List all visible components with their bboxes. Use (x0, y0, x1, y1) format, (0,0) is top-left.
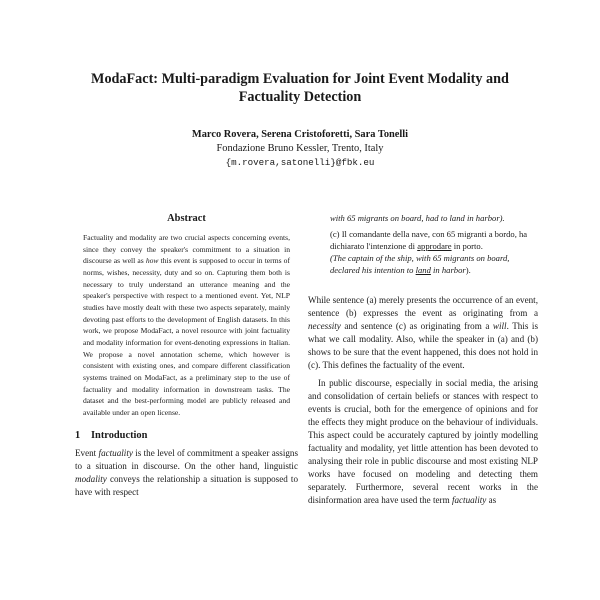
left-column (75, 212, 298, 499)
right-p2-text-1: In public discourse, especially in social media, the arising and consolidation of certain beliefs or stances with respect to events is crucial, both for the emergence of opinions and for the effects they might produce on the behaviour of individuals. This aspect could be accurately captured by jointly modelling factuality and modality, yet little attention has been devoted to analysing their role in public discourse and most existing NLP works have focused on modeling and detecting them separately. Furthermore, several recent works in the disinformation area have used the term (308, 377, 538, 506)
intro-text-1: Event (75, 447, 99, 458)
right-paragraph-2 (308, 377, 538, 508)
intro-text-2: is the level of commitment a speaker assigns to a situation in discourse. On the other hand, linguistic (75, 447, 298, 471)
intro-emphasis-modality: modality (75, 473, 107, 484)
intro-paragraph (75, 447, 298, 499)
gloss-close-paren: ). (465, 265, 471, 275)
example-c-label: (c) (330, 229, 340, 239)
section-number: 1 (75, 429, 81, 441)
right-p1-text-2: and sentence (c) as originating from a (340, 321, 493, 332)
author-email: {m.rovera,satonelli}@fbk.eu (225, 157, 375, 168)
abstract-text-1: Factuality and modality are two crucial aspects concerning events, since they convey the speaker's commitment to a situation in discourse as well as (83, 233, 290, 266)
example-c (330, 228, 538, 276)
example-b-continuation: with 65 migrants on board, had to land in harbor). (330, 213, 505, 223)
example-c-sentence (330, 228, 538, 252)
right-p1-text-3: . This is what we call modality. Also, while the speaker in (a) and (b) shows to be sure that the event happened, this does not hold in (c). This defines the factuality of the event. (308, 321, 538, 371)
emphasis-necessity: necessity (308, 321, 341, 332)
gloss-event-word: land (415, 265, 431, 275)
paper-title: ModaFact: Multi-paradigm Evaluation for Joint Event Modality and Factuality Detection (91, 71, 509, 105)
author-names: Marco Rovera, Serena Cristoforetti, Sara Tonelli (191, 129, 409, 140)
section-heading-introduction (75, 429, 298, 443)
intro-emphasis-factuality: factuality (98, 447, 133, 458)
gloss-text-2: in harbor (430, 265, 466, 275)
emphasis-factuality: factuality (451, 495, 487, 506)
example-c-event-word: approdare (417, 241, 452, 251)
example-c-gloss (330, 252, 538, 276)
right-p2-text-2: as (486, 495, 497, 506)
section-title: Introduction (91, 429, 148, 441)
intro-text-3: conveys the relationship a situation is supposed to have with respect (75, 473, 298, 497)
example-c-text-2: in porto. (451, 241, 483, 251)
gloss-open-paren: ( (330, 253, 333, 263)
emphasis-will: will (492, 321, 507, 332)
author-block (60, 128, 540, 170)
abstract-text (83, 232, 290, 419)
example-c-text-1: Il comandante della nave, con 65 migranti a bordo, ha dichiarato l'intenzione di (330, 229, 528, 251)
abstract-text-2: this event is supposed to occur in terms of norms, wishes, necessity, duty and so on. Capturing them both is necessary to truly understand an utterance meaning and the speaker's perspective with respect to a mentioned event. Yet, NLP studies have mostly dealt with these two aspects separately, mainly devoting past efforts to the development of English datasets. In this work, we propose ModaFact, a novel resource with joint factuality and modality information for event-denoting expressions in Italian. We propose a novel annotation scheme, which however is consistent with existing ones, and compare different classification systems trained on ModaFact, as a preliminary step to the use of factuality and modality information in downstream tasks. The dataset and the best-performing model are publicly released and available under an open license. (83, 256, 290, 417)
right-column (308, 212, 538, 508)
affiliation: Fondazione Bruno Kessler, Trento, Italy (216, 143, 384, 154)
abstract-emphasis-how: how (145, 256, 159, 266)
abstract-heading: Abstract (167, 213, 206, 224)
right-p1-text-1: While sentence (a) merely presents the occurrence of an event, sentence (b) expresses the event as originating from a (308, 295, 538, 319)
right-paragraph-1 (308, 294, 538, 373)
gloss-text-1: The captain of the ship, with 65 migrants on board, declared his intention to (330, 253, 510, 275)
